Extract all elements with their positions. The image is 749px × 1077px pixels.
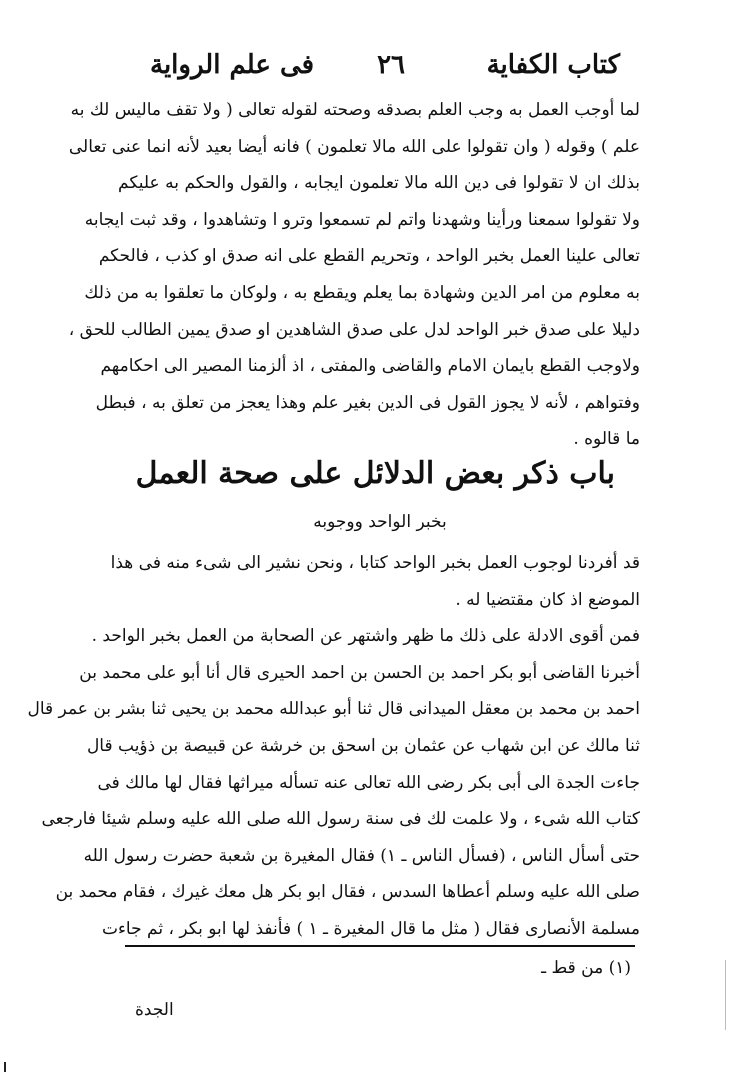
text-line: جاءت الجدة الى أبى بكر رضى الله تعالى عنه تسأله ميراثها فقال لها مالك فى xyxy=(97,772,640,793)
text-line: كتاب الله شىء ، ولا علمت لك فى سنة رسول الله صلى الله عليه وسلم شيئا فارجعى xyxy=(41,809,640,830)
chapter-heading: باب ذكر بعض الدلائل على صحة العمل xyxy=(135,456,615,491)
text-line: قد أفردنا لوجوب العمل بخبر الواحد كتابا ، ونحن نشير الى شىء منه فى هذا xyxy=(110,553,640,573)
scan-edge-line xyxy=(725,960,727,1030)
text-line: الموضع اذ كان مقتضيا له . xyxy=(455,589,640,610)
text-line: ولا تقولوا سمعنا ورأينا وشهدنا واتم لم تسمعوا وترو ا وتشاهدوا ، وقد ثبت ايجابه xyxy=(84,209,640,230)
running-header xyxy=(150,50,620,90)
text-block-2 xyxy=(27,545,640,948)
text-line: احمد بن محمد بن معقل الميدانى قال ثنا أبو عبدالله محمد بن يحيى ثنا بشر بن عمر قال xyxy=(27,699,640,720)
text-line: دليلا على صدق خبر الواحد لدل على صدق الشاهدين او صدق يمين الطالب للحق ، xyxy=(68,319,640,340)
text-line: لما أوجب العمل به وجب العلم بصدقه وصحته لقوله تعالى ( ولا تقف ماليس لك به xyxy=(70,100,640,120)
footnote: (١) من قط ـ xyxy=(541,958,631,978)
text-line: حتى أسأل الناس ، (فسأل الناس ـ ١) فقال المغيرة بن شعبة حضرت رسول الله xyxy=(83,845,640,866)
text-line: به معلوم من امر الدين وشهادة بما يعلم ويقطع به ، ولوكان ما تعلقوا به من ذلك xyxy=(84,282,640,303)
text-line: فمن أقوى الادلة على ذلك ما ظهر واشتهر عن الصحابة من العمل بخبر الواحد . xyxy=(91,626,640,647)
scan-edge-mark xyxy=(4,1062,11,1072)
text-line: بذلك ان لا تقولوا فى دين الله مالا تعلمون ايجابه ، والقول والحكم به عليكم xyxy=(118,173,640,194)
text-line: ثنا مالك عن ابن شهاب عن عثمان بن اسحق بن خرشة عن قبيصة بن ذؤيب قال xyxy=(86,735,640,756)
catchword: الجدة xyxy=(135,1000,174,1020)
text-line: تعالى علينا العمل بخبر الواحد ، وتحريم القطع على انه صدق او كذب ، فالحكم xyxy=(98,246,640,267)
page-number: ٢٦ xyxy=(377,50,405,80)
header-subject-title: فى علم الرواية xyxy=(150,50,315,80)
text-line: مسلمة الأنصارى فقال ( مثل ما قال المغيرة ـ ١ ) فأنفذ لها ابو بكر ، ثم جاءت xyxy=(101,918,640,939)
text-line: وفتواهم ، لأنه لا يجوز القول فى الدين بغير علم وهذا يعجز من تعلق به ، فبطل xyxy=(95,392,640,413)
text-line: ولاوجب القطع بايمان الامام والقاضى والمفتى ، اذ ألزمنا المصير الى احكامهم xyxy=(100,356,640,377)
text-line: علم ) وقوله ( وان تقولوا على الله مالا تعلمون ) فانه أيضا بعيد لأنه انما عنى تعالى xyxy=(68,136,640,157)
text-line: ما قالوه . xyxy=(573,429,640,450)
footnote-divider xyxy=(125,945,635,947)
chapter-subheading: بخبر الواحد ووجوبه xyxy=(313,512,447,532)
text-line: صلى الله عليه وسلم أعطاها السدس ، فقال ابو بكر هل معك غيرك ، فقام محمد بن xyxy=(55,882,640,903)
text-block-1 xyxy=(68,92,640,458)
text-line: أخبرنا القاضى أبو بكر احمد بن الحسن بن احمد الحيرى قال أنا أبو على محمد بن xyxy=(79,662,640,683)
header-book-title: كتاب الكفاية xyxy=(486,50,620,80)
